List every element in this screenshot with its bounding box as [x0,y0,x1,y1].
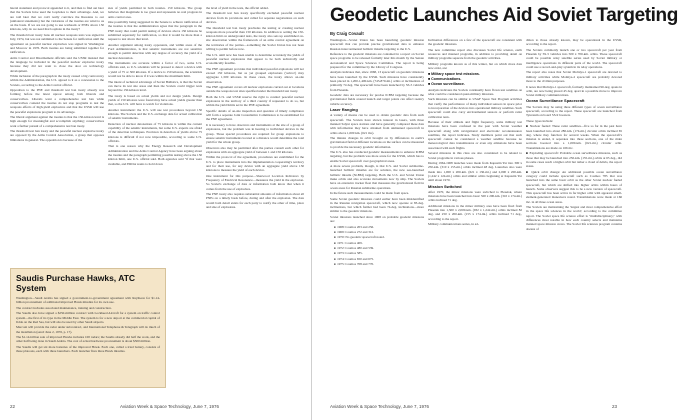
paragraph: Arms Control and Disarmament officials said the USSR insisted that the language be included in the peaceful nuclear explosive treaty because they did not want to close the door on technology development. [10,55,104,73]
paragraph: That is one reason why the Energy Research and Development Administration and the Arms Control Agency have been arguing about the treaties and the paragraph permitting possible testing above the 150 kiloton limit, one U.S. official said. Both agencies said "if that were available, and ERDA wants to hold down [108,144,202,166]
paragraph: Several missions in this class are also considered to be related to Soviet programs in various phases. [428,151,522,160]
paragraph: The instruments are accurate within a factor of two, some U.S. officials said, so U.S. scientists will be pressed to detect a device with a yield of 75 or 300 kilotons. If a device is 150 kilotons, the scientists would not be able to know if it was within the maximum limit. [108,61,202,79]
paragraph: The U.S. until now has been unable to determine accurately the yields of peaceful nuclear explosions that appear to be both technically and economically feasible. [206,52,304,66]
bullet-item: ■ Ocean surveillance. [428,82,465,87]
paragraph: In the future such measurements could be made from space. [330,191,410,196]
paragraph: A variety of means can be used to obtain geodetic data from such spacecraft. The Soviets have shown interest in lasers, with three manned Salyut space stations and have generally compared these data with information they have obtained from unmanned spacecraft in orbits above 1,000 km. (621 mi.). [330,113,424,135]
paragraph: One possibility being suggested in the Senate to achieve ratification of the treaties is that the Administration agree that the paragraph in the PNE treaty that could permit testing of devices above 150 kilotons be submitted separately for ratification, so that it would be more than a request to test above that level. [108,20,202,42]
paragraph: The Soviets are maintaining the 'largest and most comprehensive effort in the space life sciences in the world,' according to the committee report. The Soviet space life science effort is "multidisciplinary," with differences most notable in how each country selects and maintains manned space mission crews. The Soviet life sciences program contains dozens of [526,205,622,231]
paragraph: The U.S. also has conducted geodetic measurements to enhance ICBM targeting, but the problem was more acute for the USSR, which has to enable Soviet spacecraft over geographical areas. [330,150,424,163]
bullet-item: ■ Military space test missions. [428,71,480,76]
right-page-footer [330,404,429,409]
paragraph: After 1970, the minor missions were switched to Plesetsk, where missions have been launched into basic 500 x 200-km. (310 x 174-mi.) orbits inclined 71 deg. [428,189,522,203]
paragraph: The Saudis will get six more batteries of the improved Hawk. Each one, called a triad battery, consists of three platoons, each with three launchers. Each launcher fires three Hawk missiles. [16,344,160,354]
paragraph: size of yields permitted in both treaties. 150 kilotons. The group believes that magnitude is too great and represents no real progress in arms control area. [108,6,202,19]
paragraph: Marconi will provide the radar under subcontract, and International Telephone & Telegraph will do much of the installation (send: June 2, 1976, p. 17). [16,325,160,334]
paragraph: The minute changes in orbit brought on by differences in earth's gravitational field at different locations on the surface can be measured to provide the necessary geodetic information. [330,135,424,149]
right-column-3 [526,38,622,400]
paragraph: Within the protocol of the agreement, procedures are established for the U.S. to place instruments into the implementation cooperating's territory and for their use, for any device with an aggregate yield above 150 kilotons to measure the yield of each device. [206,155,304,173]
paragraph: lateral statement and protocol appended to it, and then to find out later that the Soviets have used the loopholes to their advantage. And, we are told later that we can't really convince the Russians to our (unilateral statements) but the violations of the treaties are wind to us on the basis. If we are not going to use warheads or PNEs above 150 kilotons, why do we need that loophole in the treaty? [10,6,104,32]
test-missions-text [428,88,522,183]
list-item: ■ 1968: Cosmos 203 and 256. [330,225,424,230]
right-page [316,0,678,420]
list-item: ■ 1973: Cosmos 585. [330,251,424,256]
left-column-2 [108,6,202,264]
mission-switched-subhead: Mission Switched [428,183,462,189]
saudi-hawks-sidebar [10,268,166,388]
paragraph: Both the U.S. and USSR reserve the right to conduct peaceful nuclear explosions in the territory of a third country if requested to do so, but within the yield limits set in the PNE agreement. [206,94,304,108]
paragraph: The threshold test ban treaty specifically excluded peaceful nuclear devices from its provisions and called for separate negotiations on such devices. [206,11,304,25]
paragraph: Another instrument: the U.S. will use test procedures beyond 150 kilotons. The Soviets and the U.S. exchange data for actual calibration of seismic instruments. [108,107,202,121]
right-column-2 [428,38,522,400]
ocean-surveillance-subhead: Ocean Surveillance Spacecraft [526,98,585,104]
paragraph: Specific details of on-site inspection and question of timely compliance will form a separate Joint Consultative Commission to be established for the PNE agreement. [206,108,304,122]
paragraph: Military programs known as of this winter, but on which more data now exist, are: [428,61,522,71]
paragraph: The PNE agreement covers all nuclear explosions carried out at locations outside the weapons test sites specified under the threshold test treaty. [206,84,304,94]
list-item: ■ 1970: No geodetic spacecraft noted. [330,235,424,240]
paragraph: During 1964-1968 launches were made from Kapustin Yar into 300 x 250-km. (310 x 155-mi.) orbits inclined 48 deg. Launches also were made into 1,000 x 200-km. (621 x 136-mi.) and 2,000 x 200-km. (1,242 x 124-mi.) orbits and similar orbits beginning at Kapustin Yar until about 1970. [428,161,522,183]
bullet-item: ■ Communications. [428,76,462,81]
paragraph: The Soviets commonly launch one or two spacecraft per year from Plesetsk by SS-5 vehicles into 500 x 700-km. orbits. These spacecraft could be possible relay satellite series used by Soviet military or intelligence operations in different parts of the world. The spacecraft could use a record-and-play system in its relay operations. [526,47,622,69]
list-item: ■ 1974: Cosmos 650 and 675. [330,257,424,262]
military-bullets [428,72,522,87]
paragraph: Detection of nuclear detonations of 75 kilotons is within the current capability of the seismic instruments, but some U.S. experts are afraid of the detection techniques. Precision in detection of yields above 75 kilotons is difficult if not now impossible, according to some U.S. officials. [108,121,202,143]
paragraph: The threshold test ban treaty and the peaceful nuclear explosive treaty are opposed by the Arms Control Association, a group that opposes limitations in general. The opposition is because of the [10,129,104,142]
paragraph: ■ Nuclear fueled: These radar satellites—five so far in the past have been launched into about 280-km. (174-mi.) circular orbits inclined 65 deg. where they function for several weeks. When the spacecraft's mission is ended, it separates into three sections, one of the main sections boosted into a 1,000-km. (621-mi.) circular orbit. Transmissions are made on 166 mc. [526,124,622,150]
sidebar-title: Saudis Purchase Hawks, ATC System [16,273,136,293]
geodetic-launch-list [330,225,424,267]
paragraph: Some Soviet geodetic missions could earlier have been misidentified in the Russian navigation spacecraft, which now operate at 83-deg. inclinations, but which further had been 74-deg. inclinations—more similar to the geodetic missions. [330,196,424,214]
paragraph: Additional missions in the minor military area have been fired from Plesetsk into 1,500 x 2,000-km. (932 x 1,242-mi.) orbits inclined 82 deg. and 250 x 200-km. (155 x 174-mi.) orbits inclined 71 deg., according to the report. [428,203,522,221]
left-page-footer-publication [120,404,219,409]
paragraph: The PNE treaty also requires substantial amounts of information about all PNEs on a timely basis before, during and after the explosion. The data would both detail exists for each party to notify the other of time, place and size of explosions. [206,192,304,210]
paragraph: Analysis indicates the Soviets continually have flown test satellites on what could be considered quasi-military missions. [428,87,522,96]
list-item: ■ 1971: Cosmos 409. [330,241,424,246]
right-column-1 [330,38,424,400]
right-footer-text: Aviation Week & Space Technology, June 7, 1976 [330,404,429,409]
list-item: ■ 1969: Cosmos 272 and 312. [330,230,424,235]
paragraph: Washington—Soviet Union has been launching geodetic mission spacecraft that can provide precise gravitational data to enhance Russian intercontinental ballistic missile targeting to the U.S. [330,38,424,51]
left-page [0,0,312,420]
paragraph: Inclination differences on a few of the spacecraft are consistent with the geodetic missions. [428,38,522,47]
paragraph: The liberal argument against the treaties is that the 150-kiloton level is high enough for meaningful and accomplish anything; conservatives want a further pursuit of a comprehensive test ban treaty. [10,115,104,128]
paragraph: Geodetic data are necessary for precise ICBM targeting because the gravitational fields around launch and target points can affect reentry vehicle accuracy. [330,93,424,106]
paragraph: Such missions can be similar to USAF Space Test Program activities that verify the performance of many individual sensors in space prior to incorporation of the devices into operational military satellites. Such spacecraft could also carry environmental sensors or perform radar calibration tests. [428,97,522,119]
paragraph: The threshold test treaty bans all nuclear weapons tests was signed in July, 1974, but was not submitted to the Senate for ratification until the agreement on peaceful nuclear explosives was signed in Washington and Moscow in 1976. Both treaties are being submitted together for ratification. [10,32,104,55]
paragraph: Analysis indicates that, since 1968, 13 spacecraft on geodetic missions have been launched by the USSR. Such missions have consistently been placed in 1,200-1,400-km. (745-870-mi.) orbits at inclinations of primarily 74 deg. The spacecraft have been launched by SS-5 vehicles from Plesetsk. [330,70,424,92]
paragraph: The treaty is based on actual yields and not design yields. Design yields of 150 kilotons were found may have actual yields greater than that, so the U.S. will have to watch for violations. [108,93,202,107]
paragraph: Another argument among treaty opponents, and within areas of the Ford Administration, is that seismic instruments are not sensitive enough to permit detection with any degree of accuracy the yield of a nuclear detonation. [108,42,202,60]
paragraph: Observers also may be permitted after the parties consult each other for explosions with an aggregate yield of between 1 and 150 kilotons. [206,145,304,154]
paragraph: Reference to the geodetic missions are contained in a report on Soviet space programs to be released formally later this month by the Senate Aeronautical and Space Sciences Committee. The report is being prepared for the committee by the Library of Congress. [330,52,424,69]
paragraph: One instrument for this purpose—Sherwood Location Indicators by Frequency of Electrical Resonance—measures the yield in the explosion. So Soviet's exchange of data or information both know that when it comes from the use of explosives. [206,173,304,191]
left-column-1 [10,6,104,264]
paragraph: ■ Exploding spacecraft: Probable ocean surveillance missions, such as those that may be launched into 250-km. (155-mi.) orbits at 65 deg., did in some cases reach a higher orbit but rather a cloud of debris, the report states. [526,151,622,169]
paragraph: The Saudis also have signed a $250-million contract with Lockheed Aircraft for a system on traffic control system—the first of its type in the Middle East. The system is for a new airport at the commercial capital of Jidda on the Red Sea, but will also be used by other Saudi airports. [16,311,160,324]
paragraph: The intent of technical advantage of Soviet Ballistics, is that the Soviet can move its test site areas and then the Soviets could trigger tests beyond the 150-kiloton level. [108,79,202,93]
left-page-number: 22 [10,404,16,409]
intro-text [330,38,424,106]
paragraph: ■ Quick orbit change: An additional possible ocean surveillance category could include spacecraft such as Cosmos 785 that was launched into the same basic orbit as the other Soviet nuclear fueled spacecraft, but which are shifted into higher orbits within hours of launch. Some observers suggest this to be a new version of spacecraft. This spacecraft has been active in far higher orbit with apparent small-element-generated maneuvers noted. Transmissions were made at 166 mc. in all three ocean areas. [526,169,622,204]
article-headline: Geodetic Launches Aid Soviet Targeting [330,5,678,26]
paragraph: The threshold test ban treaty precludes the testing or creating nuclear weapons more powerful than 150 kilotons. In addition to setting the 150-kiloton limit on underground tests, the treaty also sets up established on-site observation within the framework of an arms control agreement on the territories of the parties—something the Soviet Union has not been willing to permit before now. [206,25,304,52]
paragraph: The contract includes associated maintenance, training and construction. [16,305,112,310]
paragraph: Soviet missions launched since 1968 on probable geodetic missions are: [330,214,424,224]
ocean-types-text [526,124,622,231]
paragraph: dition to those already known, may be operational in the USSR, according to the report. [526,38,622,47]
communications-text [526,38,622,97]
laser-ranging-text [330,113,424,223]
list-item: ■ 1972: Cosmos 480 and 539. [330,246,424,251]
paragraph: It is necessary to have observers and instruments at the site of a group of explosions, but the problem was in hearing to individual devices in the group. Those special procedures are required for group explosions to ensure seismic instruments located at a distance would determine the total yield for the whole group. [206,122,304,145]
paragraph: It notes that Molniya-1 spacecraft, formerly maintained 90-deg. spans in orbit, are now being placed 45 deg. apart in a possible move to improve Soviet military communications. [526,84,622,98]
paragraph: Washington—Saudi Arabia has signed a government-to-government agreement with Raytheon for $1.14-billion procurement of additional improved Hawk missiles for its own use. [16,296,160,305]
paragraph: The new committee report also discusses Soviet life science, earth resources and manned programs, in addition to providing detail on military programs separate from the geodetic activities. [428,47,522,61]
right-page-number: 23 [612,404,618,409]
paragraph: Opposition to the PNE and threshold test ban treaty already was forming before the latest uproar among both liberals and conservatives. Liberals want a comprehensive test ban while conservatives contend the treaties do not stop programs to test the weapons effects of high-yield explosives and that the USSR will use the peaceful explosions program to its advantage. [10,88,104,114]
paragraph: These types include: [526,118,554,123]
article-byline: By Craig Covault [330,31,364,36]
paragraph: Because of their altitude and flight frequency, some military test missions have been confused in the past with Soviet weather spacecraft along with navigational and electronic reconnaissance satellites, the report indicates. Study members point out that such spacecraft cannot be considered a weather satellite because no meteorological data transmissions or even any emissions have been associated with such flights. [428,119,522,150]
paragraph: The report also notes that Soviet Molniya-1 spacecraft are devoted to military activities while Molniya-2 spacecraft are probably devoted more to the civilian purposes. [526,70,622,84]
paragraph: The PNE agreement provides that individual peaceful explosions will not exceed 150 kilotons, but as yet grouped explosions ('salvos') may aggregate 1,500 kilotons. In these cases, the treaty allows on-site observation. [206,66,304,84]
paragraph: Military communications series, in ad- [428,222,479,227]
mission-switched-text [428,190,522,227]
left-column-3 [206,6,304,400]
paragraph: The $1.14-billion sale of improved Hawks includes 100 radars; the Saudis already did half the work, and the other half being done in Saudi Arabia. The cost of actual hardware procurement is about $500 million. [16,335,160,344]
paragraph: The Soviets may be using three different types of ocean surveillance spacecraft, according to the report. These spacecraft are launched from Tyuratam on board SS-9 boosters. [526,104,622,118]
paragraph: While inclusion of the paragraph in the treaty caused a big controversy within the Administration, the U.S. agreed to it as a concession to the Soviets, according to the Arms Control official. [10,74,104,87]
left-footer-text: Aviation Week & Space Technology, June 7, 1976 [120,404,219,409]
sidebar-body [16,296,160,354]
paragraph: A more severe problem, though, is that U.S. and Soviet submarine-launched ballistic missiles are for solution, the new sea-launched ballistic missile (SLBM) targeting. Both the U.S. and Soviet Union make orbits and also accurate movements now by ship. The Soviets have an extensive tracker fleet that measures the gravitational field in ocean areas for Russian submarine operations. [330,164,424,190]
ocean-surveillance-text [526,105,622,123]
paragraph: the level of yield in the tests, the official added. [206,6,269,10]
committee-text [428,38,522,70]
laser-ranging-subhead: Laser Ranging [330,107,358,113]
list-item: ■ 1975: Cosmos 708 and 770. [330,262,424,267]
